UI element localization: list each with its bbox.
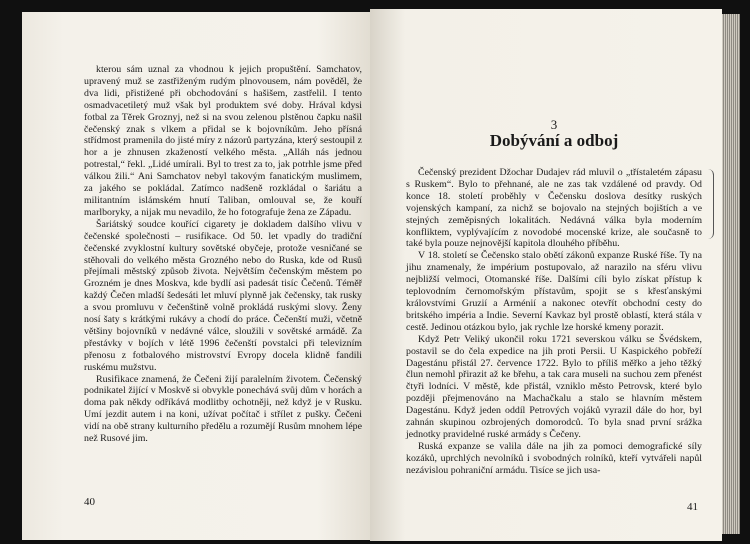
- left-page-text: [84, 64, 362, 445]
- page-edges: [722, 14, 740, 534]
- right-page: [370, 9, 722, 541]
- chapter-number: 3: [550, 117, 558, 132]
- right-paragraph-2: V 18. století se Čečensko stalo obětí zákonů expanze Ruské říše. Ty na jihu znamenaly, že impérium postupovalo, až narazilo na sféru vlivu nejbližší velmoci, Otomanské říše. Dalšími cíli bylo získat přístup k teplovodním černomořským přístavům, spojit se s křesťanskými královstvími Gruzií a Arménií a nakonec otevřít obchodní cesty do britského impéria a Indie. Severní Kavkaz byl prostě oblastí, která stála v cestě. Jedinou otázkou bylo, jak rychle lze horské kmeny porazit.: [406, 250, 702, 333]
- right-paragraph-1: Čečenský prezident Džochar Dudajev rád mluvil o „třístaletém zápasu s Ruskem“. Bylo to přehnané, ale ne zas tak vzdálené od pravdy. Od konce 18. století proběhly v Čečensku doslova desítky ruských vojenských kampaní, za nichž se bojovalo na stejných bojištích a ve stejných zeměpisných lokalitách. Nedávná válka byla moderním konfliktem, vyplývajícím z novodobé mocenské krize, ale současně to také byla pouze nejnovější kapitola dlouhého příběhu.: [406, 167, 702, 250]
- right-page-text: [406, 167, 702, 477]
- right-page-number: 41: [687, 501, 698, 513]
- left-paragraph-1: kterou sám uznal za vhodnou k jejich propuštění. Samchatov, upravený muž se zastřiženým rudým plnovousem, nám pověděl, že dva lidi, přistižené při obchodování s hašišem, zastřelil. I tento osmadvacetiletý muž však byl produktem své doby. Hrával kdysi fotbal za Těrek Groznyj, než si na svou zelenou plstěnou čapku našil čečenský znak s vlkem a přidal se k bojovníkům. Jeho přísná střídmost pramenila do jisté míry z názorů partyzána, který sestoupil z hor a je zhnusen zkažeností velkého města. „Alláh nás jednou potrestal,“ řekl. „Lidé umírali. Byl to trest za to, jak potrhle jsme před válkou žili.“ Ani Samchatov nebyl takovým fanatickým muslimem, za jakého se pokládal. Zatímco nadšeně rozkládal o šariátu a militantním islámském hnutí Taliban, omlouval se, že kouří marlboryky, a nijak mu nevadilo, že ho fotografuje žena ze Západu.: [84, 64, 362, 218]
- margin-bracket-mark: [707, 169, 714, 239]
- left-page-number: 40: [84, 496, 95, 508]
- left-paragraph-3: Rusifikace znamená, že Čečeni žijí paralelním životem. Čečenský podnikatel žijící v Moskvě si obvykle ponechává svůj dům v horách a doma pak někdy odříkává modlitby ochotněji, než když je v Rusku. Umí jezdit autem i na koni, užívat počítač i střílet z pušky. Čečeni vidí na obě strany kulturního předělu a rozumějí Rusům mnohem lépe než Rusové jim.: [84, 373, 362, 445]
- left-paragraph-2: Šariátský soudce kouřící cigarety je dokladem dalšího vlivu v čečenské společnosti – rusifikace. Od 50. let vpadly do tradiční čečenské zvyklostní kultury sovětské obyčeje, protože vesničané se stěhovali do velkého města Grozného nebo do Ruska, kde od Rusů přejímali městský způsob života. Největším čečenským městem po Grozném je dnes Moskva, kde bydlí asi padesát tisíc Čečenů. Téměř každý Čečen mladší šedesáti let mluví plynně jak čečensky, tak rusky a svou promluvu v čečenštině volně prokládá ruskými slovy. Ženy nosí šaty s krátkými rukávy a chodí do práce. Čečenští muži, včetně většiny bojovníků v nedávné válce, sloužili v sovětské armádě. Za přestávky v bojích v létě 1996 čečenští povstalci při televizním přenosu z fotbalového mistrovství Evropy docela klidně fandili ruskému mužstvu.: [84, 218, 362, 373]
- right-paragraph-3: Když Petr Veliký ukončil roku 1721 severskou válku se Švédskem, postavil se do čela expedice na jih proti Persii. U Kaspického pobřeží Dagestánu přistál 27. července 1722. Bylo to příliš měřko a jeho těžký člun nemohl přirazit až ke břehu, a tak cara museli na suchou zem přenést čtyři lodníci. V městě, kde přistál, vzniklo město Petrovsk, které bylo později přejmenováno na Machačkalu a stalo se hlavním městem Dagestánu. Když jeden oddíl Petrových vojáků vyrazil dále do hor, byl zahnán skupinou ozbrojených domorodců. To byla snad první srážka jednotky pravidelné ruské armády s Čečeny.: [406, 333, 702, 440]
- right-paragraph-4: Ruská expanze se valila dále na jih za pomoci demografické síly kozáků, uprchlých nevolníků i svobodných rolníků, kteří vytvářeli napůl nezávislou pohraniční armádu. Tisíce se jich usa-: [406, 440, 702, 476]
- left-page: [22, 12, 370, 540]
- chapter-title: Dobývání a odboj: [489, 131, 619, 150]
